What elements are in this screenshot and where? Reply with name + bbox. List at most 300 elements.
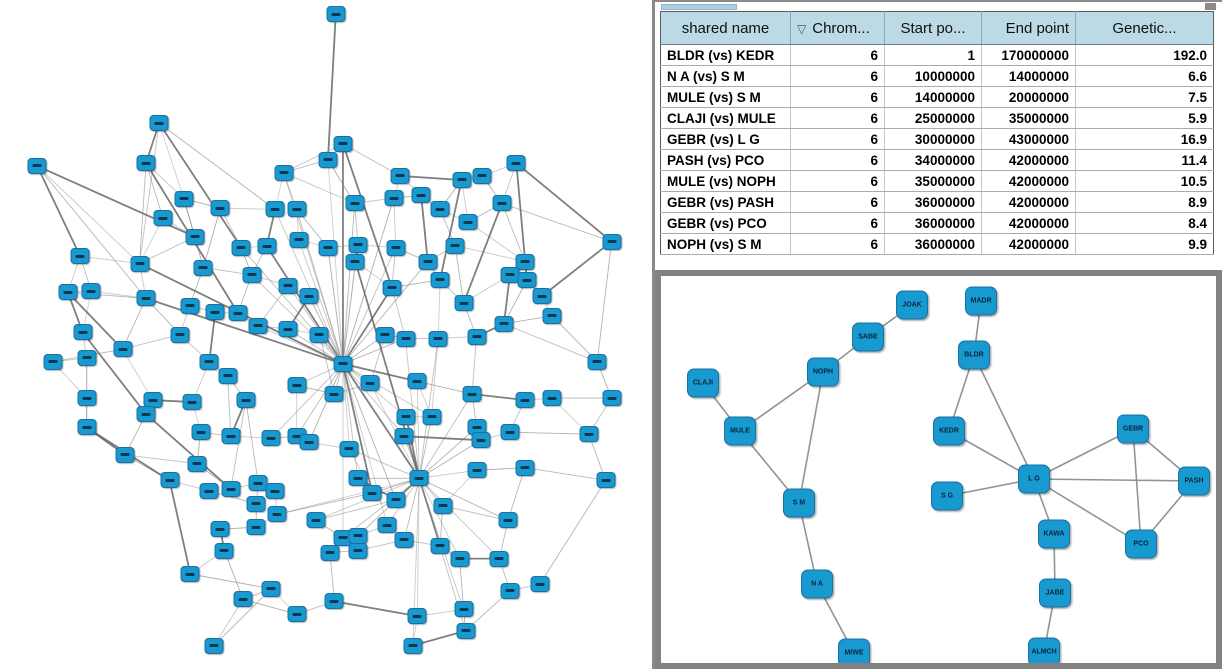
node-label-smudge <box>417 194 426 197</box>
node-label-smudge <box>350 202 359 205</box>
node-label-smudge <box>63 291 72 294</box>
node-label-smudge <box>400 435 409 438</box>
column-header-startpo[interactable] <box>885 12 982 45</box>
network-edge <box>37 166 146 298</box>
network-node[interactable] <box>200 354 219 370</box>
network-node[interactable] <box>130 256 149 272</box>
subnetwork-node-JOAK[interactable]: JOAK <box>896 291 928 320</box>
network-node[interactable] <box>361 375 380 391</box>
network-edge <box>502 203 612 241</box>
node-label-smudge <box>601 479 610 482</box>
scrollbar-corner <box>1205 3 1216 10</box>
subnetwork-edge-BLDR-LG[interactable] <box>974 355 1034 479</box>
cell-value: 9.9 <box>1076 234 1214 255</box>
network-node[interactable] <box>431 201 450 217</box>
node-label-smudge <box>254 324 263 327</box>
network-node[interactable] <box>262 430 281 446</box>
cell-value: 36000000 <box>885 213 982 234</box>
table-row[interactable] <box>661 192 1214 213</box>
node-label-smudge <box>33 164 42 167</box>
network-node[interactable] <box>247 519 266 535</box>
node-label-smudge <box>499 322 508 325</box>
column-header-endpoint[interactable] <box>982 12 1076 45</box>
network-node[interactable] <box>137 290 156 306</box>
network-node[interactable] <box>266 201 285 217</box>
cell-value: 14000000 <box>885 87 982 108</box>
subnetwork-node-MIWE[interactable]: MIWE <box>838 639 870 668</box>
network-node[interactable] <box>204 638 223 654</box>
network-node[interactable] <box>228 305 247 321</box>
subnetwork-node-BLDR[interactable]: BLDR <box>958 341 990 370</box>
network-node[interactable] <box>300 434 319 450</box>
node-label-smudge <box>368 492 377 495</box>
cell-value: 11.4 <box>1076 150 1214 171</box>
node-label-smudge <box>142 413 151 416</box>
network-node[interactable] <box>71 248 90 264</box>
network-edge <box>231 400 246 489</box>
network-node[interactable] <box>602 390 621 406</box>
network-edge <box>343 364 417 381</box>
node-label-smudge <box>330 600 339 603</box>
node-label-smudge <box>148 399 157 402</box>
table-row[interactable] <box>661 45 1214 66</box>
node-label-smudge <box>87 290 96 293</box>
network-node[interactable] <box>287 606 306 622</box>
network-node[interactable] <box>363 485 382 501</box>
subnetwork-node-GEBR[interactable]: GEBR <box>1117 415 1149 444</box>
network-node[interactable] <box>274 165 293 181</box>
node-label-smudge <box>353 549 362 552</box>
cell-value: 42000000 <box>982 150 1076 171</box>
network-node[interactable] <box>318 240 337 256</box>
cell-value: 43000000 <box>982 129 1076 150</box>
network-node[interactable] <box>234 591 253 607</box>
network-node[interactable] <box>268 506 287 522</box>
network-node[interactable] <box>395 532 414 548</box>
node-label-smudge <box>233 312 242 315</box>
subnetwork-node-MULE[interactable]: MULE <box>724 417 756 446</box>
cell-value: 6 <box>791 66 885 87</box>
network-node[interactable] <box>452 172 471 188</box>
network-node[interactable] <box>215 543 234 559</box>
network-node[interactable] <box>160 472 179 488</box>
node-label-smudge <box>271 208 280 211</box>
cell-value: 8.9 <box>1076 192 1214 213</box>
network-node[interactable] <box>454 295 473 311</box>
node-label-smudge <box>503 519 512 522</box>
network-node[interactable] <box>194 260 213 276</box>
column-header-genetic[interactable] <box>1076 12 1214 45</box>
cell-value: 36000000 <box>885 192 982 213</box>
network-node[interactable] <box>418 254 437 270</box>
table-row[interactable] <box>661 171 1214 192</box>
network-node[interactable] <box>310 327 329 343</box>
network-node[interactable] <box>422 409 441 425</box>
node-label-smudge <box>408 644 417 647</box>
node-label-smudge <box>216 207 225 210</box>
network-node[interactable] <box>191 424 210 440</box>
cell-value: 6 <box>791 150 885 171</box>
node-label-smudge <box>179 197 188 200</box>
cell-value: 16.9 <box>1076 129 1214 150</box>
network-node[interactable] <box>320 545 339 561</box>
network-node[interactable] <box>507 155 526 171</box>
network-node[interactable] <box>543 308 562 324</box>
network-node[interactable] <box>58 284 77 300</box>
column-header-label: End point <box>1005 19 1069 37</box>
network-node[interactable] <box>579 426 598 442</box>
network-node[interactable] <box>249 318 268 334</box>
node-label-smudge <box>478 174 487 177</box>
cell-value: 42000000 <box>982 234 1076 255</box>
network-node[interactable] <box>408 373 427 389</box>
table-row[interactable] <box>661 66 1214 87</box>
network-node[interactable] <box>28 158 47 174</box>
network-node[interactable] <box>174 191 193 207</box>
node-label-smudge <box>436 278 445 281</box>
network-node[interactable] <box>391 168 410 184</box>
node-label-smudge <box>457 178 466 181</box>
node-label-smudge <box>472 469 481 472</box>
table-tab-chip[interactable] <box>661 4 737 10</box>
node-label-smudge <box>338 362 347 365</box>
cell-shared-name: N A (vs) S M <box>661 66 791 87</box>
node-label-smudge <box>548 314 557 317</box>
network-node[interactable] <box>187 456 206 472</box>
node-label-smudge <box>271 490 280 493</box>
network-node[interactable] <box>77 350 96 366</box>
network-node[interactable] <box>43 354 62 370</box>
node-label-smudge <box>247 273 256 276</box>
network-node[interactable] <box>473 168 492 184</box>
node-label-smudge <box>331 13 340 16</box>
node-label-smudge <box>294 238 303 241</box>
network-node[interactable] <box>456 623 475 639</box>
network-node[interactable] <box>450 551 469 567</box>
node-label-smudge <box>284 284 293 287</box>
network-node[interactable] <box>459 214 478 230</box>
network-node[interactable] <box>494 316 513 332</box>
network-node[interactable] <box>395 428 414 444</box>
network-node[interactable] <box>397 409 416 425</box>
node-label-smudge <box>226 435 235 438</box>
cell-value: 42000000 <box>982 171 1076 192</box>
node-label-smudge <box>220 549 229 552</box>
network-node[interactable] <box>82 283 101 299</box>
network-node[interactable] <box>211 200 230 216</box>
network-edge <box>516 163 611 241</box>
network-edge <box>37 166 195 237</box>
node-label-smudge <box>188 401 197 404</box>
node-label-smudge <box>338 536 347 539</box>
network-node[interactable] <box>289 232 308 248</box>
subnetwork-node-NOPH[interactable]: NOPH <box>807 358 839 387</box>
network-node[interactable] <box>532 288 551 304</box>
network-node[interactable] <box>446 238 465 254</box>
network-node[interactable] <box>180 298 199 314</box>
network-node[interactable] <box>429 331 448 347</box>
node-label-smudge <box>436 544 445 547</box>
subnetwork-node-PCO[interactable]: PCO <box>1125 530 1157 559</box>
node-label-smudge <box>159 217 168 220</box>
network-node[interactable] <box>279 321 298 337</box>
node-label-smudge <box>305 441 314 444</box>
node-label-smudge <box>142 297 151 300</box>
network-node[interactable] <box>325 386 344 402</box>
network-node[interactable] <box>384 190 403 206</box>
network-edge <box>343 262 428 364</box>
network-node[interactable] <box>333 356 352 372</box>
node-label-smudge <box>323 246 332 249</box>
node-label-smudge <box>323 158 332 161</box>
network-node[interactable] <box>530 576 549 592</box>
network-edge <box>309 364 343 442</box>
network-node[interactable] <box>170 327 189 343</box>
node-label-smudge <box>267 437 276 440</box>
node-label-smudge <box>396 174 405 177</box>
network-node[interactable] <box>348 237 367 253</box>
network-node[interactable] <box>200 483 219 499</box>
network-node[interactable] <box>403 638 422 654</box>
network-edge <box>228 376 231 436</box>
network-node[interactable] <box>498 512 517 528</box>
network-node[interactable] <box>471 432 490 448</box>
network-node[interactable] <box>262 581 281 597</box>
node-label-smudge <box>165 479 174 482</box>
network-node[interactable] <box>325 593 344 609</box>
network-node[interactable] <box>454 601 473 617</box>
subnetwork-node-PASH[interactable]: PASH <box>1178 467 1210 496</box>
subnetwork-canvas[interactable] <box>661 276 1216 668</box>
cell-shared-name: BLDR (vs) KEDR <box>661 45 791 66</box>
network-node[interactable] <box>287 377 306 393</box>
subnetwork-panel[interactable] <box>655 270 1222 669</box>
network-node[interactable] <box>77 390 96 406</box>
node-label-smudge <box>254 482 263 485</box>
network-node[interactable] <box>221 428 240 444</box>
network-node[interactable] <box>318 152 337 168</box>
table-row[interactable] <box>661 129 1214 150</box>
network-node[interactable] <box>346 254 365 270</box>
filter-funnel-icon[interactable]: ▽ <box>797 21 807 36</box>
cell-value: 6 <box>791 213 885 234</box>
network-node[interactable] <box>467 462 486 478</box>
subnetwork-node-KAWA[interactable]: KAWA <box>1038 520 1070 549</box>
network-node[interactable] <box>376 327 395 343</box>
network-edge <box>170 480 191 574</box>
node-label-smudge <box>400 538 409 541</box>
table-row[interactable] <box>661 234 1214 255</box>
cell-value: 10.5 <box>1076 171 1214 192</box>
edge-attribute-table <box>660 11 1214 255</box>
network-node[interactable] <box>493 195 512 211</box>
network-node[interactable] <box>211 521 230 537</box>
network-node[interactable] <box>185 229 204 245</box>
cell-value: 6 <box>791 45 885 66</box>
cell-shared-name: MULE (vs) S M <box>661 87 791 108</box>
node-label-smudge <box>292 384 301 387</box>
column-header-label: Chrom... <box>812 19 870 37</box>
network-node[interactable] <box>396 331 415 347</box>
node-label-smudge <box>427 415 436 418</box>
network-edge <box>146 414 231 489</box>
node-label-smudge <box>593 360 602 363</box>
network-node[interactable] <box>386 492 405 508</box>
network-node[interactable] <box>247 496 266 512</box>
subnetwork-node-CLAJI[interactable]: CLAJI <box>687 369 719 398</box>
node-label-smudge <box>387 286 396 289</box>
network-node[interactable] <box>181 566 200 582</box>
cell-value: 20000000 <box>982 87 1076 108</box>
node-label-smudge <box>311 519 320 522</box>
network-node[interactable] <box>116 447 135 463</box>
network-node[interactable] <box>515 460 534 476</box>
node-label-smudge <box>351 260 360 263</box>
network-node[interactable] <box>431 272 450 288</box>
network-edge <box>284 173 355 204</box>
network-node[interactable] <box>206 304 225 320</box>
network-edge <box>510 432 589 434</box>
node-label-smudge <box>353 243 362 246</box>
network-node[interactable] <box>408 608 427 624</box>
node-label-smudge <box>383 524 392 527</box>
node-label-smudge <box>345 447 354 450</box>
network-edge <box>140 123 160 263</box>
subnetwork-edge-GEBR-PCO[interactable] <box>1133 429 1141 544</box>
network-node[interactable] <box>463 386 482 402</box>
table-row[interactable] <box>661 87 1214 108</box>
network-node[interactable] <box>348 528 367 544</box>
column-header-chrom[interactable] <box>791 12 885 45</box>
network-node[interactable] <box>386 240 405 256</box>
network-node[interactable] <box>500 424 519 440</box>
cell-value: 30000000 <box>885 129 982 150</box>
network-node[interactable] <box>137 155 156 171</box>
node-label-smudge <box>498 202 507 205</box>
network-edge <box>597 242 611 362</box>
network-node[interactable] <box>266 483 285 499</box>
node-label-smudge <box>118 348 127 351</box>
table-row[interactable] <box>661 150 1214 171</box>
subnetwork-edge-NOPH-SM[interactable] <box>799 372 823 503</box>
network-node[interactable] <box>348 543 367 559</box>
network-node[interactable] <box>517 272 536 288</box>
table-row[interactable] <box>661 213 1214 234</box>
node-label-smudge <box>252 502 261 505</box>
attribute-table-panel <box>655 2 1222 268</box>
network-edge <box>267 246 343 364</box>
network-node[interactable] <box>382 280 401 296</box>
network-node[interactable] <box>326 6 345 22</box>
network-node[interactable] <box>500 583 519 599</box>
network-edge <box>542 242 612 297</box>
network-node[interactable] <box>588 354 607 370</box>
subnetwork-node-KEDR[interactable]: KEDR <box>933 417 965 446</box>
cell-value: 6.6 <box>1076 66 1214 87</box>
node-label-smudge <box>305 295 314 298</box>
network-node[interactable] <box>602 234 621 250</box>
subnetwork-node-MADR[interactable]: MADR <box>965 287 997 316</box>
network-node[interactable] <box>242 267 261 283</box>
network-node[interactable] <box>348 470 367 486</box>
network-node[interactable] <box>154 210 173 226</box>
network-node[interactable] <box>333 136 352 152</box>
node-label-smudge <box>389 197 398 200</box>
node-label-smudge <box>353 534 362 537</box>
network-node[interactable] <box>218 368 237 384</box>
network-node[interactable] <box>543 390 562 406</box>
subnetwork-node-JABE[interactable]: JABE <box>1039 579 1071 608</box>
network-node[interactable] <box>257 238 276 254</box>
network-node[interactable] <box>431 538 450 554</box>
node-label-smudge <box>401 337 410 340</box>
network-node[interactable] <box>378 517 397 533</box>
network-node[interactable] <box>515 392 534 408</box>
network-node[interactable] <box>137 406 156 422</box>
subnetwork-node-SM[interactable]: S M <box>783 489 815 518</box>
column-header-label: Start po... <box>900 19 966 37</box>
network-node[interactable] <box>345 195 364 211</box>
node-label-smudge <box>192 462 201 465</box>
network-node[interactable] <box>236 392 255 408</box>
network-edge <box>525 468 606 481</box>
subnetwork-node-SG[interactable]: S G <box>931 482 963 511</box>
network-node[interactable] <box>73 324 92 340</box>
table-row[interactable] <box>661 108 1214 129</box>
node-label-smudge <box>338 142 347 145</box>
node-label-smudge <box>468 393 477 396</box>
node-label-smudge <box>505 273 514 276</box>
node-label-smudge <box>461 629 470 632</box>
subnetwork-node-NA[interactable]: N A <box>801 570 833 599</box>
node-label-smudge <box>607 397 616 400</box>
node-label-smudge <box>402 415 411 418</box>
network-node[interactable] <box>221 481 240 497</box>
network-node[interactable] <box>287 201 306 217</box>
network-node[interactable] <box>150 115 169 131</box>
network-node[interactable] <box>232 240 251 256</box>
column-header-sharedname[interactable] <box>661 12 791 45</box>
subnetwork-node-ALMCH[interactable]: ALMCH <box>1028 638 1060 667</box>
network-node[interactable] <box>279 278 298 294</box>
network-node[interactable] <box>596 472 615 488</box>
subnetwork-node-SABE[interactable]: SABE <box>852 323 884 352</box>
table-top-strip <box>655 2 1222 11</box>
node-label-smudge <box>330 393 339 396</box>
network-node[interactable] <box>340 441 359 457</box>
subnetwork-edge-LG-PASH[interactable] <box>1034 479 1194 481</box>
network-node[interactable] <box>300 288 319 304</box>
network-node[interactable] <box>467 329 486 345</box>
network-node[interactable] <box>77 419 96 435</box>
network-node[interactable] <box>410 470 429 486</box>
network-node[interactable] <box>183 394 202 410</box>
network-node[interactable] <box>412 187 431 203</box>
network-node[interactable] <box>490 551 509 567</box>
cell-value: 42000000 <box>982 192 1076 213</box>
subnetwork-node-LG[interactable]: L G <box>1018 465 1050 494</box>
node-label-smudge <box>391 246 400 249</box>
node-label-smudge <box>505 431 514 434</box>
network-node[interactable] <box>113 341 132 357</box>
node-label-smudge <box>82 397 91 400</box>
node-label-smudge <box>48 360 57 363</box>
cell-value: 35000000 <box>982 108 1076 129</box>
node-label-smudge <box>196 431 205 434</box>
node-label-smudge <box>505 589 514 592</box>
network-node[interactable] <box>433 498 452 514</box>
network-node[interactable] <box>306 512 325 528</box>
